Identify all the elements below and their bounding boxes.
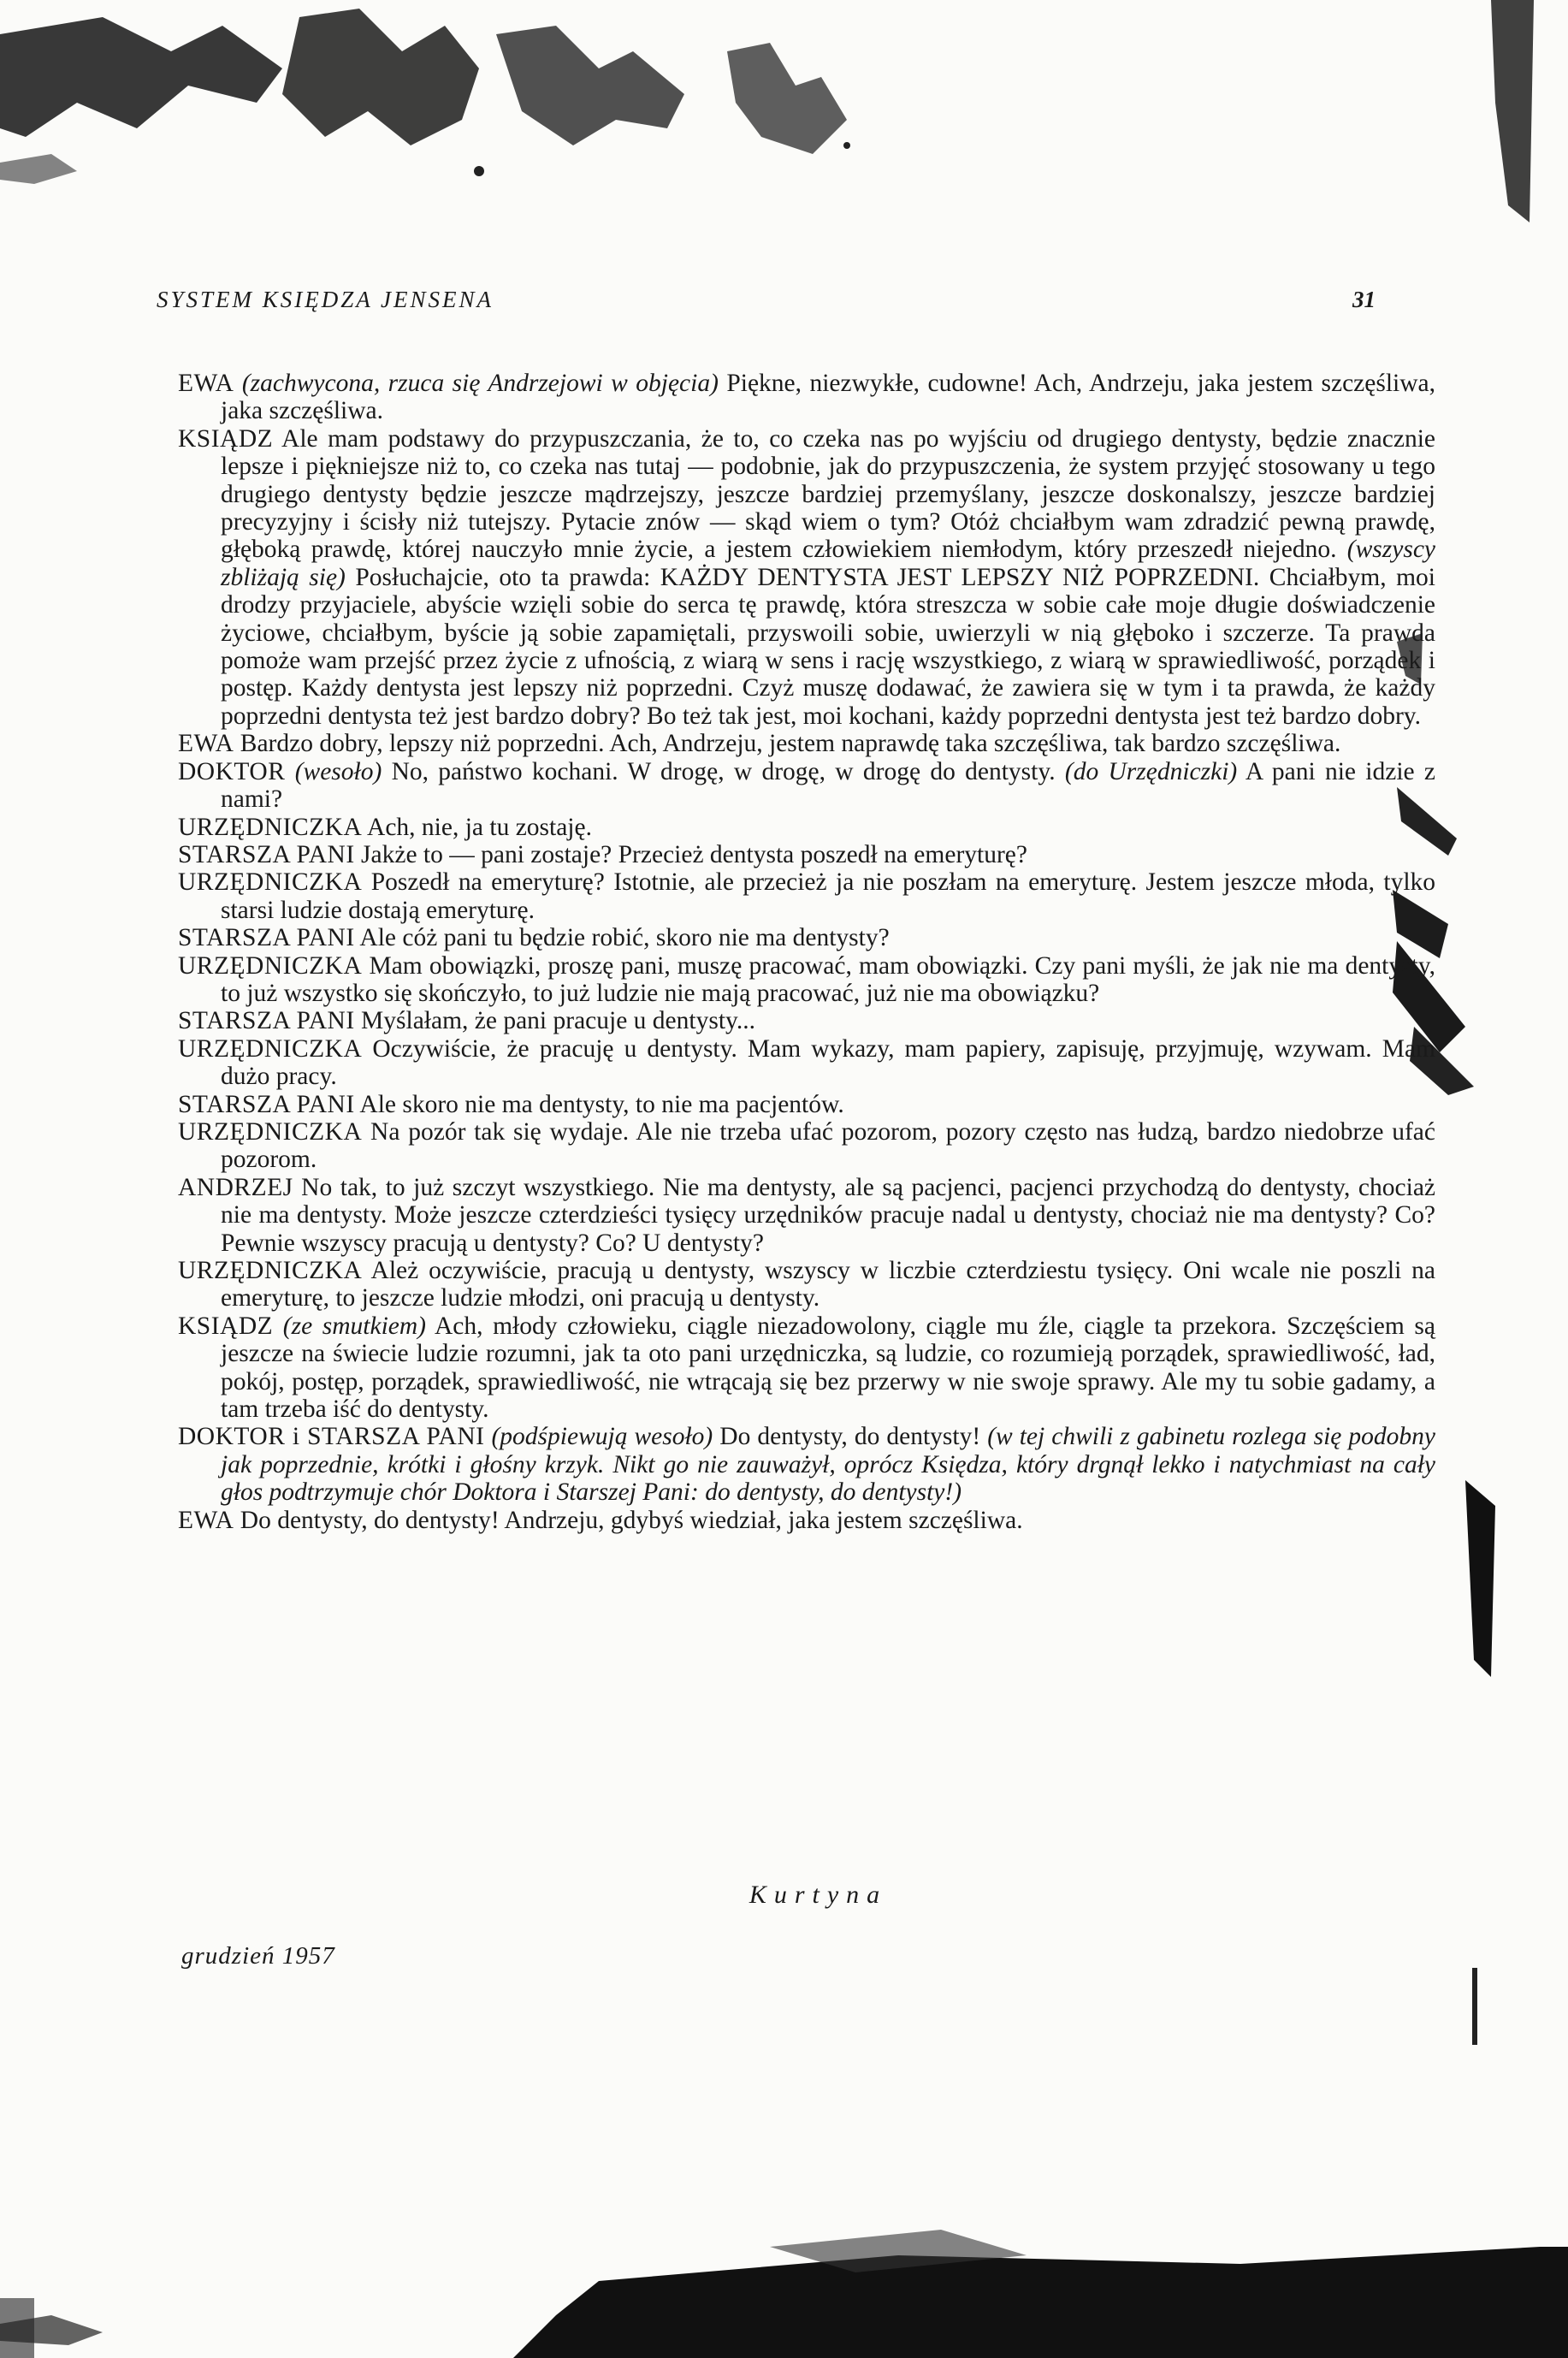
speech-ksiadz-1 [178,425,1435,730]
speech-doktor-starsza-pani [178,1423,1435,1506]
stage-direction: (wesoło) [294,757,382,785]
speech-text: Jakże to — pani zostaje? Przecież dentysta poszedł na emeryturę? [361,840,1027,868]
speech-text: Na pozór tak się wydaje. Ale nie trzeba ufać pozorom, pozory często nas łudzą, bardzo niedobrze ufać pozorom. [221,1117,1435,1174]
speech-text: Ach, nie, ja tu zostaję. [367,813,592,841]
curtain-label: Kurtyna [748,1881,888,1909]
speech-text-continued: A pani nie idzie z nami? [221,757,1436,814]
speaker-name: DOKTOR [178,757,286,785]
running-title: SYSTEM KSIĘDZA JENSENA [157,287,494,312]
scan-noise-bottom [0,2195,1568,2358]
stage-direction: (wszyscy zbliżają się) [221,536,1436,591]
speech-doktor-1 [178,758,1435,814]
speech-ksiadz-2 [178,1312,1435,1424]
speech-text: Oczywiście, że pracuję u dentysty. Mam wykazy, mam papiery, zapisuję, przyjmuję, wzywam. Mam dużo pracy. [221,1034,1436,1091]
speech-starsza-pani-1 [178,841,1435,868]
speech-text: Ale skoro nie ma dentysty, to nie ma pacjentów. [359,1090,844,1118]
speech-text: Ale mam podstawy do przypuszczania, że to, co czeka nas po wyjściu od drugiego dentysty, będzie znacznie lepsze i piękniejsze niż to, co czeka nas tutaj — podobnie, jak do przypuszczenia, że system przyjęć stosowany u tego drugiego dentysty będzie jeszcze mądrzejszy, jeszcze bardziej przemyślany, jeszcze doskonalszy, jeszcze bardziej precyzyjny i ścisły niż tutejszy. Pytacie znów — skąd wiem o tym? Otóż chciałbym wam zdradzić pewną prawdę, głęboką prawdę, której nauczyło mnie życie, a jestem człowiekiem niemłodym, który przeszedł niejedno. [221,424,1435,564]
speaker-name: URZĘDNICZKA [178,1117,363,1146]
speaker-name: STARSZA PANI [178,840,355,868]
speaker-name: EWA [178,730,234,758]
speaker-name: STARSZA PANI [178,924,355,952]
speech-urzedniczka-1 [178,814,1435,841]
speaker-name: URZĘDNICZKA [178,1034,363,1063]
speaker-name: ANDRZEJ [178,1173,293,1201]
speech-andrzej-1 [178,1174,1435,1257]
speech-text: Do dentysty, do dentysty! [719,1423,981,1451]
speech-urzedniczka-5 [178,1118,1435,1174]
speech-text: Ach, młody człowieku, ciągle niezadowolony, ciągle mu źle, ciągle ta przekora. Szczęściem są jeszcze na świecie ludzie rozumni, jak ta oto pani urzędniczka, są ludzie, co rozumieją porządek, sprawiedliwość, ład, pokój, postęp, porządek, sprawiedliwość, nie wtrącają się bez przerwy w nie swoje sprawy. Ale my tu sobie gadamy, a tam trzeba iść do dentysty. [221,1312,1435,1424]
speaker-name: EWA [178,370,234,397]
dialogue-body [178,370,1435,1534]
speaker-name: URZĘDNICZKA [178,813,363,841]
speaker-name: KSIĄDZ [178,424,274,453]
speaker-name: URZĘDNICZKA [178,951,363,980]
stage-direction: (do Urzędniczki) [1064,757,1238,785]
speech-text: No tak, to już szczyt wszystkiego. Nie ma dentysty, ale są pacjenci, pacjenci przychodzą do dentysty, chociaż nie ma dentysty. Może jeszcze czterdzieści tysięcy urzędników pracuje nadal u dentysty, chociaż nie ma dentysty? Co? Pewnie wszyscy pracują u dentysty? Co? U dentysty? [221,1173,1436,1257]
speech-text: Bardzo dobry, lepszy niż poprzedni. Ach, Andrzeju, jestem naprawdę taka szczęśliwa, tak bardzo szczęśliwa. [240,730,1341,758]
speech-text: Ależ oczywiście, pracują u dentysty, wszyscy w liczbie czterdziestu tysięcy. Oni wcale nie poszli na emeryturę, to jeszcze ludzie młodzi, oni pracują u dentysty. [221,1257,1435,1312]
speaker-name: EWA [178,1506,234,1534]
speech-ewa-1 [178,370,1435,425]
speech-urzedniczka-3 [178,952,1435,1008]
speech-text: Mam obowiązki, proszę pani, muszę pracować, mam obowiązki. Czy pani myśli, że jak nie ma dentysty, to już wszystko się skończyło, to już ludzie nie mają pracować, już nie ma obowiązku? [221,951,1436,1007]
speech-ewa-2 [178,730,1435,757]
speech-text: Poszedł na emeryturę? Istotnie, ale przecież ja nie poszłam na emeryturę. Jestem jeszcze młoda, tylko starsi ludzie dostają emeryturę. [221,868,1436,924]
speaker-name: STARSZA PANI [178,1090,355,1118]
speaker-name: STARSZA PANI [178,1007,355,1035]
speech-starsza-pani-2 [178,924,1435,951]
speech-text: Do dentysty, do dentysty! Andrzeju, gdybyś wiedział, jaka jestem szczęśliwa. [240,1506,1023,1534]
speech-starsza-pani-4 [178,1091,1435,1118]
speech-urzedniczka-4 [178,1035,1435,1091]
speaker-name: URZĘDNICZKA [178,1257,363,1284]
speech-text: Ale cóż pani tu będzie robić, skoro nie ma dentysty? [359,924,890,952]
scan-noise-top [0,0,855,197]
speech-text: Myślałam, że pani pracuje u dentysty... [361,1007,755,1035]
speech-text: Piękne, niezwykłe, cudowne! Ach, Andrzeju, jaka jestem szczęśliwa, jaka szczęśliwa. [221,370,1436,425]
stage-direction: (zachwycona, rzuca się Andrzejowi w objęcia) [241,370,719,397]
speech-ewa-3 [178,1507,1435,1534]
date-line: grudzień 1957 [181,1942,335,1970]
stage-direction: (podśpiewują wesoło) [491,1423,713,1451]
speech-text: No, państwo kochani. W drogę, w drogę, w drogę do dentysty. [391,757,1056,785]
page-number: 31 [1352,287,1376,312]
speaker-name: DOKTOR i STARSZA PANI [178,1423,485,1451]
stage-direction: (ze smutkiem) [282,1312,426,1340]
stage-direction: (w tej chwili z gabinetu rozlega się podobny jak poprzednie, krótki i głośny krzyk. Nikt go nie zauważył, oprócz Księdza, który drgnął lekko i natychmiast na cały głos podtrzymuje chór Doktora i Starszej Pani: do dentysty, do dentysty!) [221,1423,1435,1507]
speaker-name: URZĘDNICZKA [178,868,363,897]
speech-urzedniczka-6 [178,1257,1435,1312]
speech-starsza-pani-3 [178,1007,1435,1034]
speech-urzedniczka-2 [178,868,1435,924]
speech-text-continued: Posłuchajcie, oto ta prawda: KAŻDY DENTYSTA JEST LEPSZY NIŻ POPRZEDNI. Chciałbym, moi drodzy przyjaciele, abyście wzięli sobie do serca tę prawdę, która streszcza w sobie całe moje długie doświadczenie życiowe, chciałbym, byście ją sobie zapamiętali, przyswoili sobie, uwierzyli w nią głęboko i szczerze. Ta prawda pomoże wam przejść przez życie z ufnością, z wiarą w sens i rację wszystkiego, z wiarą w sprawiedliwość, porządek i postęp. Każdy dentysta jest lepszy niż poprzedni. Czyż muszę dodawać, że zawiera się w tym i ta prawda, że każdy poprzedni dentysta też jest bardzo dobry? Bo też tak jest, moi kochani, każdy poprzedni dentysta jest też bardzo dobry. [221,563,1435,730]
speaker-name: KSIĄDZ [178,1312,274,1340]
